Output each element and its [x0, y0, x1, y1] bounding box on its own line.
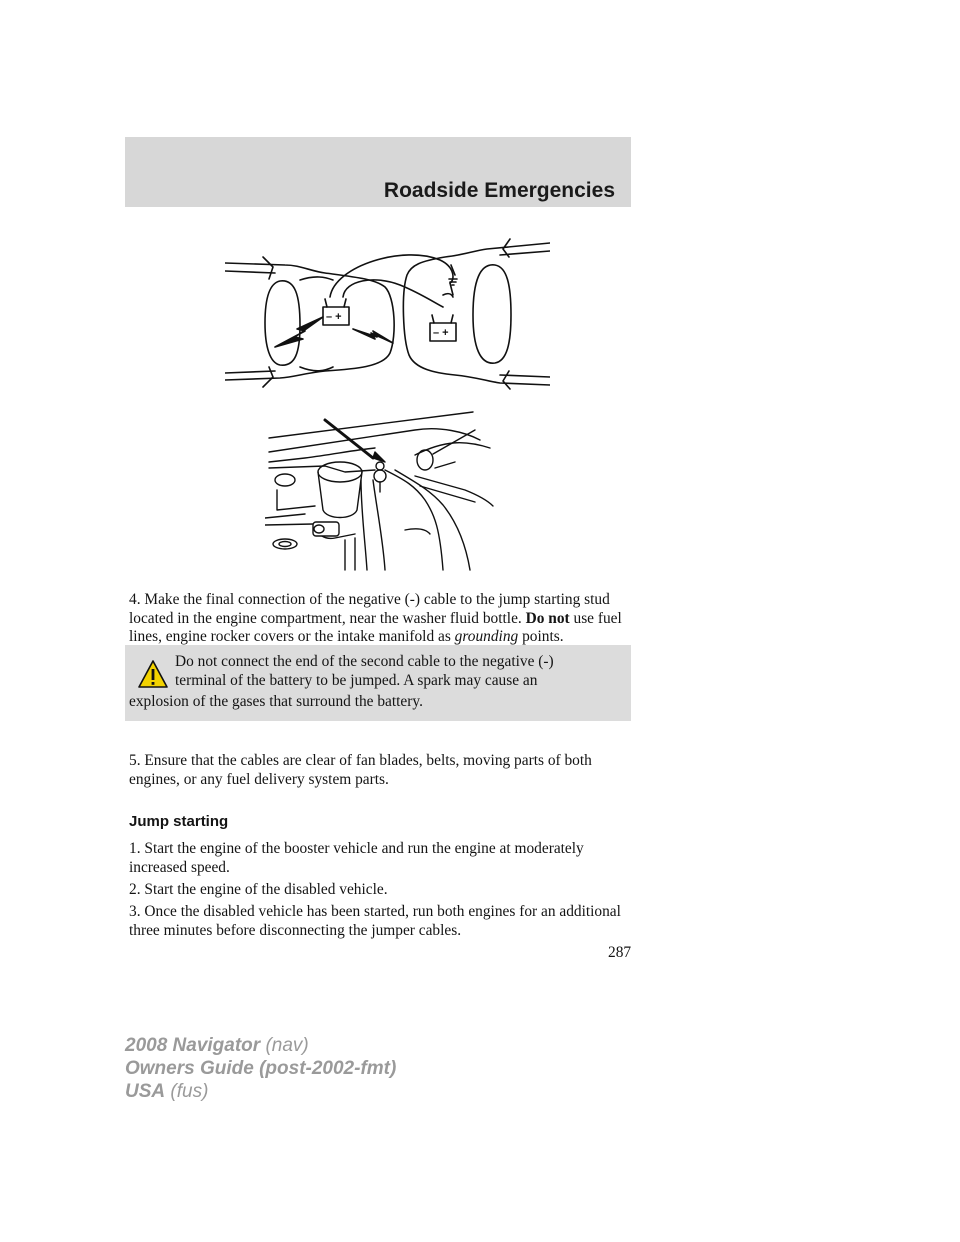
- step-4-tail: points.: [522, 628, 564, 645]
- footer-model: 2008 Navigator: [125, 1035, 261, 1056]
- step-4-paragraph: [129, 591, 637, 647]
- section-header-band: [125, 137, 631, 207]
- page-number: 287: [608, 944, 632, 961]
- step-5-paragraph: 5. Ensure that the cables are clear of fan blades, belts, moving parts of both engines, or any fuel delivery system parts.: [129, 752, 592, 788]
- warning-triangle-icon: [137, 659, 169, 689]
- footer-model-code: (nav): [260, 1035, 309, 1056]
- document-footer: [125, 1034, 396, 1103]
- jump-step-1: 1. Start the engine of the booster vehicle and run the engine at moderately increased speed.: [129, 840, 584, 876]
- footer-model-line: [125, 1034, 396, 1057]
- step-4-italic: grounding: [454, 628, 523, 645]
- footer-region-code: (fus): [165, 1081, 209, 1102]
- warning-box: [125, 645, 631, 721]
- jumper-cable-diagram: [225, 235, 550, 390]
- footer-guide-line: [125, 1057, 396, 1080]
- step-4-middle: use fuel lines, engine rocker covers or the intake manifold as: [129, 609, 622, 645]
- section-title: Roadside Emergencies: [383, 179, 615, 202]
- footer-region-line: [125, 1080, 396, 1103]
- warning-line-1: Do not connect the end of the second cable to the negative (-): [175, 653, 554, 670]
- step-4-lead: 4. Make the final connection of the negative (-) cable to the jump starting stud located in the engine compartment, near the washer fluid bottle.: [129, 591, 610, 627]
- svg-text:– +: – +: [326, 311, 342, 323]
- engine-compartment-diagram: [265, 410, 495, 575]
- warning-line-3: explosion of the gases that surround the battery.: [129, 693, 423, 710]
- jump-starting-heading: Jump starting: [129, 813, 229, 830]
- jump-step-2: 2. Start the engine of the disabled vehicle.: [129, 881, 388, 898]
- footer-guide: Owners Guide (post-2002-fmt): [125, 1058, 397, 1079]
- warning-line-2: terminal of the battery to be jumped. A spark may cause an: [175, 672, 538, 689]
- jump-step-3: 3. Once the disabled vehicle has been started, run both engines for an additional three minutes before disconnecting the jumper cables.: [129, 903, 621, 939]
- step-4-emphasis: Do not: [525, 609, 574, 627]
- svg-text:– +: – +: [433, 327, 449, 339]
- footer-region: USA: [125, 1081, 166, 1102]
